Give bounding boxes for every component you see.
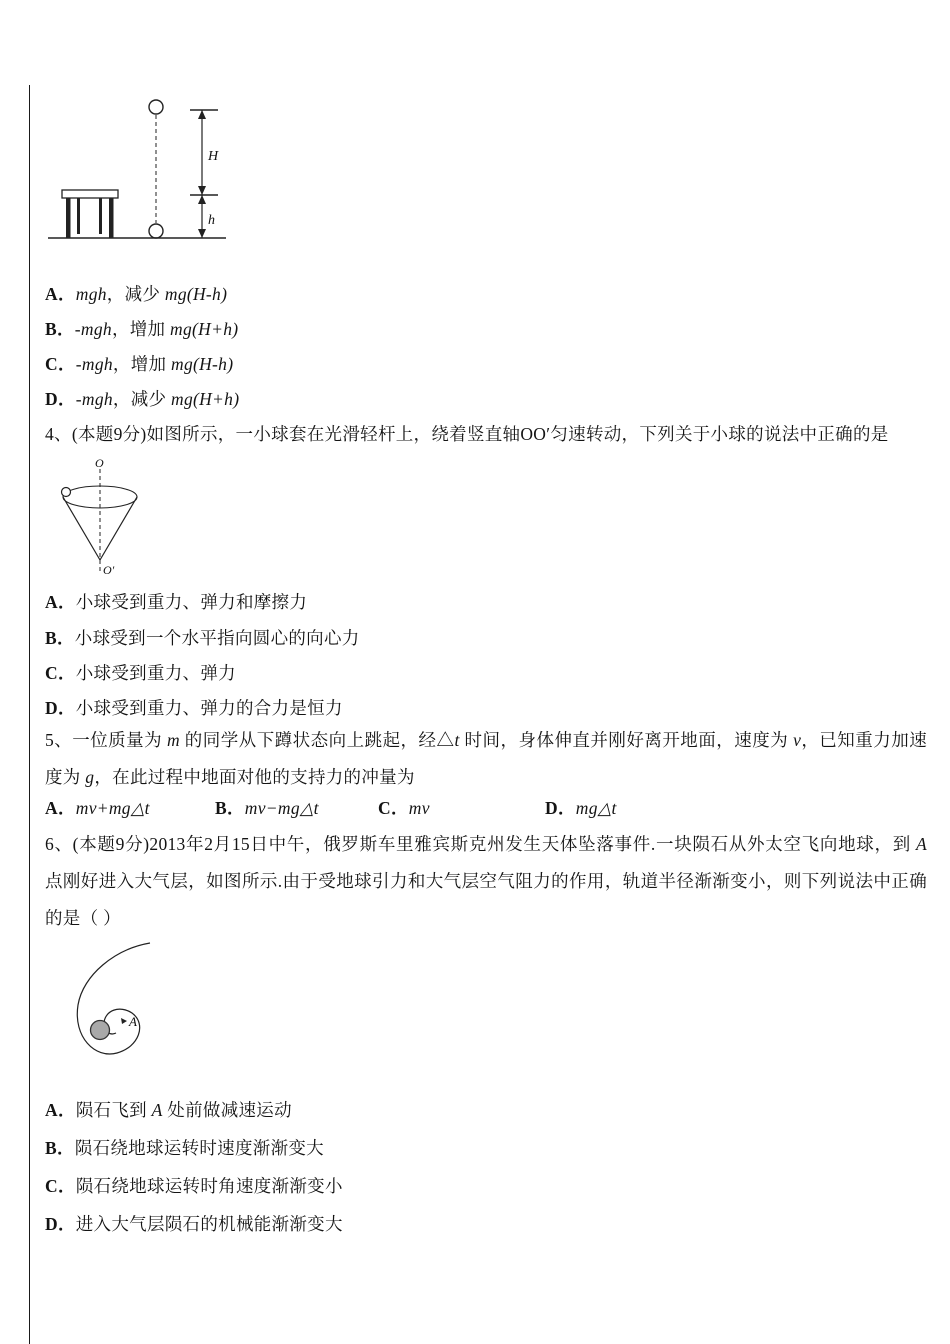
ball-on-rod [62,488,71,497]
ball-bottom [149,224,163,238]
ball-top [149,100,163,114]
label-A: A [129,1014,137,1029]
q6-stem: 6、(本题9分)2013年2月15日中午，俄罗斯车里雅宾斯克州发生天体坠落事件.一块陨石从外太空飞向地球，到 A 点刚好进入大气层，如图所示.由于受地球引力和大气层空气阻力的作用，轨道半径渐渐变小，则下列说法中正确的是（ ） [45,834,927,928]
q5-option-d: D．mg△t [545,798,617,818]
figure-ball-drop [40,88,240,253]
q6-option-b: B．陨石绕地球运转时速度渐渐变大 [45,1138,324,1158]
figure-meteor-spiral [55,935,215,1075]
earth-circle [91,1021,110,1040]
stool [62,190,118,238]
q4-stem: 4、(本题9分)如图所示，一小球套在光滑轻杆上，绕着竖直轴OO′匀速转动，下列关于小球的说法中正确的是 [45,424,889,444]
point-A-marker [121,1018,127,1024]
q5-option-a: A．mv+mg△t [45,798,150,818]
figure-cone-rotation [40,452,170,582]
left-margin-line [29,85,30,1344]
q5-option-c: C．mv [378,798,430,818]
label-O-top: O [95,456,104,470]
q6-option-d: D．进入大气层陨石的机械能渐渐变大 [45,1214,343,1234]
label-H: H [208,149,219,164]
spiral-trajectory-path [77,943,150,1054]
q4-option-b: B．小球受到一个水平指向圆心的向心力 [45,628,360,648]
q6-option-c: C．陨石绕地球运转时角速度渐渐变小 [45,1176,343,1196]
q3-option-c: C．-mgh，增加 mg(H-h) [45,354,234,374]
q4-option-c: C．小球受到重力、弹力 [45,663,236,683]
q5-stem: 5、一位质量为 m 的同学从下蹲状态向上跳起，经△t 时间，身体伸直并刚好离开地面，速度为 v，已知重力加速度为 g，在此过程中地面对他的支持力的冲量为 [45,730,928,787]
label-O-bottom: O′ [103,563,115,577]
q6-option-a: A．陨石飞到 A 处前做减速运动 [45,1100,292,1120]
q4-option-a: A．小球受到重力、弹力和摩擦力 [45,592,308,612]
q5-option-b: B．mv−mg△t [215,798,319,818]
height-markers [190,110,219,238]
q4-option-d: D．小球受到重力、弹力的合力是恒力 [45,698,343,718]
q3-option-a: A．mgh，减少 mg(H-h) [45,284,228,304]
label-h: h [208,213,215,228]
q3-option-d: D．-mgh，减少 mg(H+h) [45,389,240,409]
q3-option-b: B．-mgh，增加 mg(H+h) [45,319,239,339]
